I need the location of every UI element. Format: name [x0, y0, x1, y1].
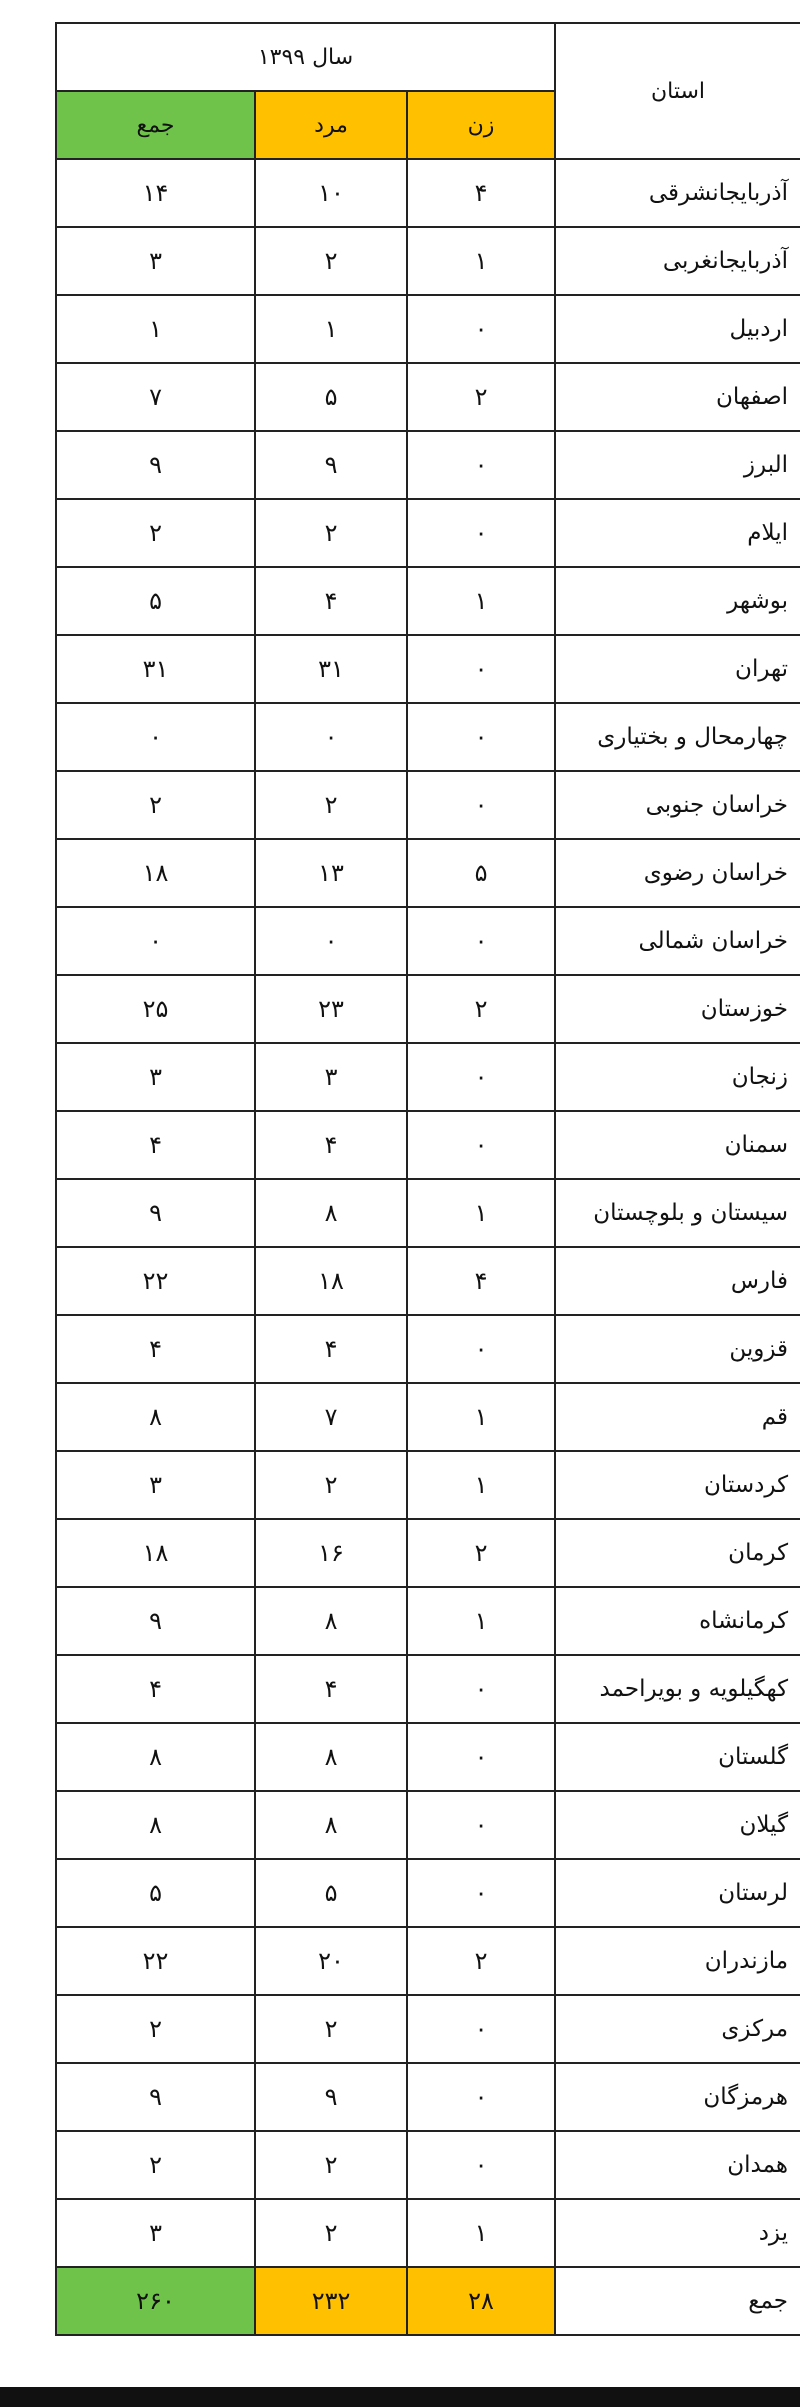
men-cell: ۲	[255, 1995, 407, 2063]
women-cell: ۲	[407, 975, 555, 1043]
women-cell: ۲	[407, 363, 555, 431]
women-cell: ۰	[407, 635, 555, 703]
men-cell: ۱۶	[255, 1519, 407, 1587]
men-cell: ۴	[255, 1111, 407, 1179]
men-cell: ۴	[255, 1315, 407, 1383]
total-cell: ۱	[56, 295, 255, 363]
province-cell: لرستان	[555, 1859, 800, 1927]
total-cell: ۱۸	[56, 839, 255, 907]
table-row	[56, 1247, 800, 1315]
province-cell: اصفهان	[555, 363, 800, 431]
table-row	[56, 431, 800, 499]
women-cell: ۱	[407, 567, 555, 635]
women-cell: ۱	[407, 227, 555, 295]
province-cell: گلستان	[555, 1723, 800, 1791]
province-cell: بوشهر	[555, 567, 800, 635]
province-cell: قزوین	[555, 1315, 800, 1383]
women-cell: ۰	[407, 907, 555, 975]
table-row	[56, 295, 800, 363]
women-cell: ۰	[407, 2063, 555, 2131]
province-cell: سمنان	[555, 1111, 800, 1179]
men-cell: ۹	[255, 431, 407, 499]
total-cell: ۱۸	[56, 1519, 255, 1587]
men-cell: ۲۰	[255, 1927, 407, 1995]
table-row	[56, 635, 800, 703]
men-cell: ۳۱	[255, 635, 407, 703]
table-row	[56, 159, 800, 227]
total-cell: ۲	[56, 2131, 255, 2199]
men-cell: ۵	[255, 1859, 407, 1927]
women-cell: ۰	[407, 1315, 555, 1383]
table-row	[56, 1451, 800, 1519]
table-body	[56, 23, 800, 2335]
women-cell: ۱	[407, 1383, 555, 1451]
table-row	[56, 1519, 800, 1587]
province-cell: چهارمحال و بختیاری	[555, 703, 800, 771]
total-cell: ۸	[56, 1383, 255, 1451]
total-cell: ۳	[56, 227, 255, 295]
men-cell: ۲	[255, 2199, 407, 2267]
men-cell: ۱۰	[255, 159, 407, 227]
total-cell: ۳	[56, 1451, 255, 1519]
table-row	[56, 1859, 800, 1927]
table-row	[56, 1043, 800, 1111]
table-row	[56, 1315, 800, 1383]
women-column-header: زن	[407, 91, 555, 159]
women-cell: ۴	[407, 159, 555, 227]
men-cell: ۳	[255, 1043, 407, 1111]
total-cell: ۲۵	[56, 975, 255, 1043]
table-row	[56, 2063, 800, 2131]
table-row	[56, 1927, 800, 1995]
total-cell: ۴	[56, 1111, 255, 1179]
total-cell: ۷	[56, 363, 255, 431]
year-header: سال ۱۳۹۹	[56, 23, 555, 91]
men-cell: ۲	[255, 499, 407, 567]
men-cell: ۱۳	[255, 839, 407, 907]
women-cell: ۲	[407, 1927, 555, 1995]
table-row	[56, 703, 800, 771]
men-cell: ۸	[255, 1723, 407, 1791]
total-cell: ۰	[56, 703, 255, 771]
province-cell: خراسان شمالی	[555, 907, 800, 975]
total-cell: ۸	[56, 1723, 255, 1791]
women-cell: ۰	[407, 1859, 555, 1927]
total-cell: ۹	[56, 2063, 255, 2131]
total-cell: ۲	[56, 499, 255, 567]
total-cell: ۵	[56, 567, 255, 635]
table-sheet	[55, 22, 800, 2377]
women-cell: ۰	[407, 1791, 555, 1859]
women-cell: ۰	[407, 771, 555, 839]
province-cell: تهران	[555, 635, 800, 703]
table-row	[56, 2131, 800, 2199]
men-cell: ۲	[255, 227, 407, 295]
table-row	[56, 499, 800, 567]
table-row	[56, 839, 800, 907]
men-cell: ۲	[255, 2131, 407, 2199]
grand-total-cell: ۲۶۰	[56, 2267, 255, 2335]
men-cell: ۱	[255, 295, 407, 363]
province-cell: گیلان	[555, 1791, 800, 1859]
total-cell: ۹	[56, 1587, 255, 1655]
men-cell: ۷	[255, 1383, 407, 1451]
table-row	[56, 1111, 800, 1179]
women-cell: ۰	[407, 1723, 555, 1791]
province-cell: البرز	[555, 431, 800, 499]
men-cell: ۹	[255, 2063, 407, 2131]
province-cell: سیستان و بلوچستان	[555, 1179, 800, 1247]
men-column-header: مرد	[255, 91, 407, 159]
men-cell: ۸	[255, 1179, 407, 1247]
men-cell: ۲	[255, 1451, 407, 1519]
men-total-cell: ۲۳۲	[255, 2267, 407, 2335]
totals-label: جمع	[555, 2267, 800, 2335]
table-row	[56, 567, 800, 635]
total-cell: ۲۲	[56, 1927, 255, 1995]
totals-row	[56, 2267, 800, 2335]
women-cell: ۴	[407, 1247, 555, 1315]
table-row	[56, 1791, 800, 1859]
total-cell: ۳	[56, 2199, 255, 2267]
women-cell: ۰	[407, 1995, 555, 2063]
table-row	[56, 363, 800, 431]
province-cell: اردبیل	[555, 295, 800, 363]
women-cell: ۱	[407, 2199, 555, 2267]
women-cell: ۲	[407, 1519, 555, 1587]
men-cell: ۸	[255, 1587, 407, 1655]
province-cell: آذربایجانغربی	[555, 227, 800, 295]
province-cell: زنجان	[555, 1043, 800, 1111]
province-cell: هرمزگان	[555, 2063, 800, 2131]
total-cell: ۹	[56, 1179, 255, 1247]
province-cell: کهگیلویه و بویراحمد	[555, 1655, 800, 1723]
men-cell: ۰	[255, 703, 407, 771]
total-cell: ۳۱	[56, 635, 255, 703]
province-cell: آذربایجانشرقی	[555, 159, 800, 227]
total-cell: ۴	[56, 1315, 255, 1383]
province-cell: قم	[555, 1383, 800, 1451]
table-row	[56, 227, 800, 295]
women-cell: ۰	[407, 295, 555, 363]
bottom-border-bar	[0, 2387, 800, 2407]
men-cell: ۸	[255, 1791, 407, 1859]
men-cell: ۲	[255, 771, 407, 839]
table-row	[56, 1383, 800, 1451]
women-total-cell: ۲۸	[407, 2267, 555, 2335]
men-cell: ۴	[255, 567, 407, 635]
province-cell: همدان	[555, 2131, 800, 2199]
men-cell: ۵	[255, 363, 407, 431]
women-cell: ۱	[407, 1451, 555, 1519]
year-header-row	[56, 23, 800, 91]
men-cell: ۲۳	[255, 975, 407, 1043]
men-cell: ۰	[255, 907, 407, 975]
province-cell: ایلام	[555, 499, 800, 567]
table-row	[56, 1587, 800, 1655]
women-cell: ۰	[407, 499, 555, 567]
total-column-header: جمع	[56, 91, 255, 159]
province-stats-table	[55, 22, 800, 2336]
women-cell: ۰	[407, 1655, 555, 1723]
province-cell: مرکزی	[555, 1995, 800, 2063]
women-cell: ۵	[407, 839, 555, 907]
women-cell: ۰	[407, 703, 555, 771]
table-row	[56, 2199, 800, 2267]
table-row	[56, 1655, 800, 1723]
men-cell: ۴	[255, 1655, 407, 1723]
province-cell: خوزستان	[555, 975, 800, 1043]
table-row	[56, 1179, 800, 1247]
men-cell: ۱۸	[255, 1247, 407, 1315]
total-cell: ۴	[56, 1655, 255, 1723]
women-cell: ۱	[407, 1179, 555, 1247]
total-cell: ۲	[56, 1995, 255, 2063]
province-cell: مازندران	[555, 1927, 800, 1995]
province-cell: کرمان	[555, 1519, 800, 1587]
province-cell: یزد	[555, 2199, 800, 2267]
total-cell: ۸	[56, 1791, 255, 1859]
women-cell: ۰	[407, 1111, 555, 1179]
province-column-header: استان	[555, 23, 800, 159]
table-row	[56, 771, 800, 839]
table-row	[56, 1723, 800, 1791]
province-cell: خراسان رضوی	[555, 839, 800, 907]
province-cell: فارس	[555, 1247, 800, 1315]
total-cell: ۲۲	[56, 1247, 255, 1315]
province-cell: خراسان جنوبی	[555, 771, 800, 839]
women-cell: ۰	[407, 2131, 555, 2199]
province-cell: کردستان	[555, 1451, 800, 1519]
total-cell: ۹	[56, 431, 255, 499]
total-cell: ۵	[56, 1859, 255, 1927]
women-cell: ۱	[407, 1587, 555, 1655]
province-cell: کرمانشاه	[555, 1587, 800, 1655]
women-cell: ۰	[407, 1043, 555, 1111]
total-cell: ۳	[56, 1043, 255, 1111]
total-cell: ۲	[56, 771, 255, 839]
table-row	[56, 1995, 800, 2063]
total-cell: ۰	[56, 907, 255, 975]
table-row	[56, 975, 800, 1043]
women-cell: ۰	[407, 431, 555, 499]
table-row	[56, 907, 800, 975]
total-cell: ۱۴	[56, 159, 255, 227]
